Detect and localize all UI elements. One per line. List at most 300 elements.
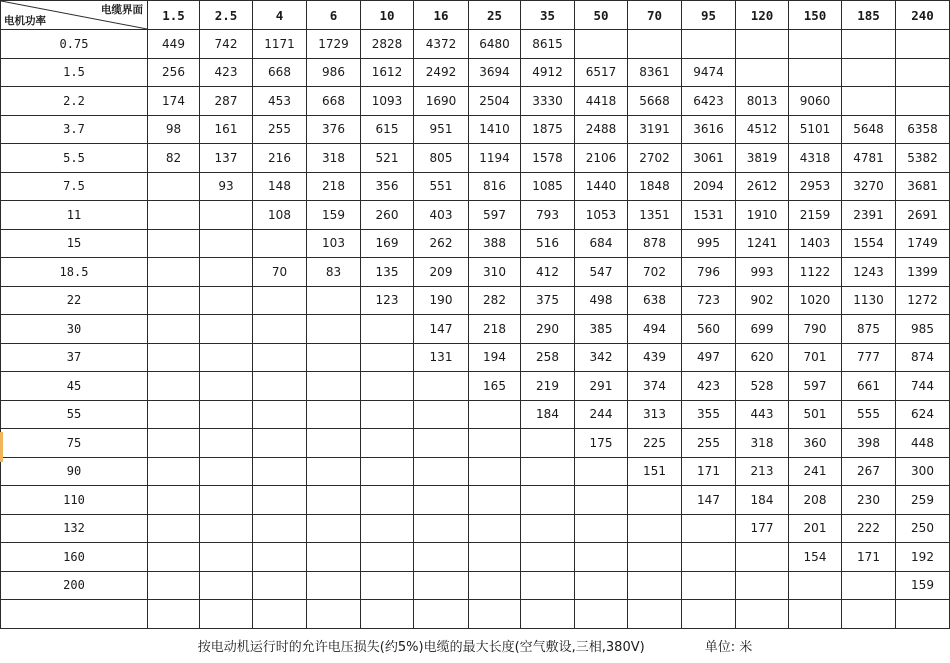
length-cell: 177 [736, 514, 789, 543]
length-cell: 360 [789, 429, 842, 458]
length-cell: 355 [682, 400, 736, 429]
length-cell [361, 343, 414, 372]
length-cell [896, 30, 950, 59]
length-cell: 443 [736, 400, 789, 429]
length-cell: 131 [414, 343, 469, 372]
length-cell: 9474 [682, 58, 736, 87]
length-cell [469, 457, 521, 486]
length-cell: 4418 [575, 87, 628, 116]
length-cell: 2492 [414, 58, 469, 87]
length-cell [200, 400, 253, 429]
length-cell: 742 [200, 30, 253, 59]
length-cell: 70 [253, 258, 307, 287]
length-cell [148, 286, 200, 315]
header-corner-cell [1, 1, 148, 30]
length-cell: 985 [896, 315, 950, 344]
length-cell: 1085 [521, 172, 575, 201]
length-cell: 3681 [896, 172, 950, 201]
table-row [1, 543, 950, 572]
motor-power-cell: 2.2 [1, 87, 148, 116]
length-cell: 267 [842, 457, 896, 486]
length-cell [414, 372, 469, 401]
length-cell: 2391 [842, 201, 896, 230]
length-cell [200, 600, 253, 629]
length-cell: 805 [414, 144, 469, 173]
length-cell [200, 201, 253, 230]
length-cell [253, 229, 307, 258]
length-cell [307, 315, 361, 344]
length-cell [789, 58, 842, 87]
length-cell [682, 30, 736, 59]
length-cell: 2106 [575, 144, 628, 173]
length-cell [414, 429, 469, 458]
length-cell [736, 571, 789, 600]
footer-cell [1, 629, 950, 662]
length-cell [842, 30, 896, 59]
length-cell: 213 [736, 457, 789, 486]
length-cell [842, 58, 896, 87]
length-cell [896, 87, 950, 116]
length-cell: 1194 [469, 144, 521, 173]
length-cell: 995 [682, 229, 736, 258]
length-cell: 250 [896, 514, 950, 543]
length-cell: 258 [521, 343, 575, 372]
length-cell [200, 343, 253, 372]
column-header-6: 25 [469, 1, 521, 30]
length-cell: 1531 [682, 201, 736, 230]
length-cell: 282 [469, 286, 521, 315]
length-cell: 5382 [896, 144, 950, 173]
length-cell: 244 [575, 400, 628, 429]
length-cell: 2691 [896, 201, 950, 230]
motor-power-cell [1, 600, 148, 629]
length-cell [521, 429, 575, 458]
length-cell [253, 400, 307, 429]
length-cell [253, 429, 307, 458]
length-cell: 290 [521, 315, 575, 344]
motor-power-cell: 0.75 [1, 30, 148, 59]
length-cell [200, 543, 253, 572]
length-cell: 3819 [736, 144, 789, 173]
length-cell [361, 429, 414, 458]
length-cell: 597 [789, 372, 842, 401]
length-cell: 744 [896, 372, 950, 401]
length-cell [148, 315, 200, 344]
length-cell [575, 486, 628, 515]
motor-power-cell: 3.7 [1, 115, 148, 144]
length-cell: 174 [148, 87, 200, 116]
motor-power-header-label: 电机功率 [4, 15, 46, 27]
length-cell [200, 486, 253, 515]
length-cell: 8361 [628, 58, 682, 87]
length-cell: 169 [361, 229, 414, 258]
length-cell [148, 486, 200, 515]
length-cell [682, 571, 736, 600]
length-cell: 878 [628, 229, 682, 258]
length-cell: 547 [575, 258, 628, 287]
length-cell [736, 543, 789, 572]
length-cell [307, 343, 361, 372]
length-cell [253, 286, 307, 315]
column-header-14: 240 [896, 1, 950, 30]
length-cell: 501 [789, 400, 842, 429]
length-cell: 147 [682, 486, 736, 515]
length-cell: 624 [896, 400, 950, 429]
length-cell: 291 [575, 372, 628, 401]
table-row [1, 486, 950, 515]
motor-power-cell: 37 [1, 343, 148, 372]
motor-power-cell: 45 [1, 372, 148, 401]
length-cell [253, 343, 307, 372]
motor-power-cell: 7.5 [1, 172, 148, 201]
length-cell [628, 486, 682, 515]
length-cell [253, 543, 307, 572]
length-cell: 777 [842, 343, 896, 372]
length-cell [148, 571, 200, 600]
length-cell: 376 [307, 115, 361, 144]
motor-power-cell: 30 [1, 315, 148, 344]
length-cell: 3061 [682, 144, 736, 173]
length-cell: 190 [414, 286, 469, 315]
table-row [1, 258, 950, 287]
table-row [1, 571, 950, 600]
table-row [1, 400, 950, 429]
table-row [1, 201, 950, 230]
motor-power-cell: 132 [1, 514, 148, 543]
motor-power-cell: 200 [1, 571, 148, 600]
length-cell: 318 [307, 144, 361, 173]
length-cell: 701 [789, 343, 842, 372]
motor-power-cell: 22 [1, 286, 148, 315]
length-cell: 793 [521, 201, 575, 230]
length-cell: 668 [253, 58, 307, 87]
length-cell: 260 [361, 201, 414, 230]
length-cell: 1612 [361, 58, 414, 87]
length-cell: 148 [253, 172, 307, 201]
length-cell [307, 514, 361, 543]
length-cell: 192 [896, 543, 950, 572]
length-cell: 4372 [414, 30, 469, 59]
length-cell: 398 [842, 429, 896, 458]
length-cell: 1875 [521, 115, 575, 144]
length-cell: 159 [896, 571, 950, 600]
length-cell [253, 514, 307, 543]
length-cell: 259 [896, 486, 950, 515]
length-cell: 4912 [521, 58, 575, 87]
table-row [1, 30, 950, 59]
length-cell [414, 486, 469, 515]
length-cell: 103 [307, 229, 361, 258]
length-cell [200, 514, 253, 543]
length-cell: 3191 [628, 115, 682, 144]
length-cell [414, 514, 469, 543]
length-cell: 1130 [842, 286, 896, 315]
length-cell: 171 [682, 457, 736, 486]
length-cell [148, 258, 200, 287]
length-cell: 108 [253, 201, 307, 230]
length-cell [148, 172, 200, 201]
length-cell: 875 [842, 315, 896, 344]
length-cell: 1578 [521, 144, 575, 173]
length-cell: 702 [628, 258, 682, 287]
length-cell: 219 [521, 372, 575, 401]
length-cell: 498 [575, 286, 628, 315]
length-cell [148, 429, 200, 458]
length-cell: 1403 [789, 229, 842, 258]
length-cell [575, 457, 628, 486]
length-cell: 5101 [789, 115, 842, 144]
length-cell: 5648 [842, 115, 896, 144]
length-cell [148, 343, 200, 372]
length-cell: 516 [521, 229, 575, 258]
length-cell: 300 [896, 457, 950, 486]
table-row [1, 457, 950, 486]
length-cell [521, 486, 575, 515]
length-cell [414, 600, 469, 629]
length-cell [682, 543, 736, 572]
length-cell: 1554 [842, 229, 896, 258]
length-cell: 2953 [789, 172, 842, 201]
table-body [1, 1, 950, 662]
length-cell [842, 571, 896, 600]
column-header-3: 6 [307, 1, 361, 30]
motor-power-cell: 11 [1, 201, 148, 230]
length-cell: 216 [253, 144, 307, 173]
length-cell [253, 571, 307, 600]
length-cell [575, 600, 628, 629]
length-cell [361, 486, 414, 515]
table-row [1, 58, 950, 87]
length-cell: 684 [575, 229, 628, 258]
length-cell: 83 [307, 258, 361, 287]
length-cell [789, 600, 842, 629]
length-cell [148, 400, 200, 429]
column-header-11: 120 [736, 1, 789, 30]
length-cell: 5668 [628, 87, 682, 116]
length-cell [789, 30, 842, 59]
length-cell [628, 514, 682, 543]
length-cell [307, 600, 361, 629]
length-cell [469, 486, 521, 515]
length-cell [253, 457, 307, 486]
length-cell [200, 429, 253, 458]
length-cell: 993 [736, 258, 789, 287]
length-cell: 1729 [307, 30, 361, 59]
length-cell [469, 514, 521, 543]
length-cell: 222 [842, 514, 896, 543]
length-cell: 154 [789, 543, 842, 572]
length-cell: 1122 [789, 258, 842, 287]
length-cell: 449 [148, 30, 200, 59]
length-cell: 2094 [682, 172, 736, 201]
length-cell [361, 543, 414, 572]
length-cell: 2702 [628, 144, 682, 173]
motor-power-cell: 55 [1, 400, 148, 429]
length-cell: 385 [575, 315, 628, 344]
length-cell: 313 [628, 400, 682, 429]
length-cell: 668 [307, 87, 361, 116]
length-cell [414, 571, 469, 600]
column-header-9: 70 [628, 1, 682, 30]
length-cell: 615 [361, 115, 414, 144]
length-cell: 1241 [736, 229, 789, 258]
length-cell: 135 [361, 258, 414, 287]
table-row [1, 87, 950, 116]
length-cell: 3694 [469, 58, 521, 87]
length-cell: 225 [628, 429, 682, 458]
length-cell: 528 [736, 372, 789, 401]
column-header-7: 35 [521, 1, 575, 30]
length-cell [307, 543, 361, 572]
length-cell: 6517 [575, 58, 628, 87]
length-cell [842, 87, 896, 116]
length-cell: 6480 [469, 30, 521, 59]
length-cell: 874 [896, 343, 950, 372]
length-cell: 3270 [842, 172, 896, 201]
table-row [1, 144, 950, 173]
length-cell: 1910 [736, 201, 789, 230]
length-cell: 209 [414, 258, 469, 287]
length-cell [628, 600, 682, 629]
length-cell: 256 [148, 58, 200, 87]
length-cell [200, 457, 253, 486]
length-cell: 255 [682, 429, 736, 458]
table-row [1, 315, 950, 344]
length-cell: 4781 [842, 144, 896, 173]
column-header-0: 1.5 [148, 1, 200, 30]
length-cell: 1351 [628, 201, 682, 230]
left-edge-marker [0, 432, 3, 462]
length-cell: 951 [414, 115, 469, 144]
length-cell: 98 [148, 115, 200, 144]
length-cell [414, 400, 469, 429]
length-cell: 1171 [253, 30, 307, 59]
length-cell: 448 [896, 429, 950, 458]
length-cell: 374 [628, 372, 682, 401]
length-cell: 494 [628, 315, 682, 344]
length-cell [469, 571, 521, 600]
length-cell: 796 [682, 258, 736, 287]
length-cell [896, 58, 950, 87]
length-cell [736, 600, 789, 629]
length-cell [200, 258, 253, 287]
column-header-1: 2.5 [200, 1, 253, 30]
motor-power-cell: 160 [1, 543, 148, 572]
length-cell: 2828 [361, 30, 414, 59]
length-cell: 1053 [575, 201, 628, 230]
column-header-8: 50 [575, 1, 628, 30]
length-cell: 9060 [789, 87, 842, 116]
length-cell [521, 514, 575, 543]
cable-section-header-label: 电缆界面 [101, 4, 143, 16]
length-cell: 439 [628, 343, 682, 372]
length-cell: 165 [469, 372, 521, 401]
length-cell: 1690 [414, 87, 469, 116]
length-cell: 208 [789, 486, 842, 515]
length-cell: 423 [682, 372, 736, 401]
length-cell [307, 372, 361, 401]
length-cell [521, 457, 575, 486]
length-cell: 184 [736, 486, 789, 515]
length-cell [148, 372, 200, 401]
length-cell: 201 [789, 514, 842, 543]
length-cell: 230 [842, 486, 896, 515]
length-cell [682, 600, 736, 629]
length-cell: 521 [361, 144, 414, 173]
length-cell [736, 58, 789, 87]
length-cell [469, 543, 521, 572]
length-cell: 4318 [789, 144, 842, 173]
length-cell: 403 [414, 201, 469, 230]
length-cell [521, 571, 575, 600]
length-cell: 560 [682, 315, 736, 344]
length-cell [736, 30, 789, 59]
length-cell [148, 543, 200, 572]
motor-power-cell: 90 [1, 457, 148, 486]
length-cell: 151 [628, 457, 682, 486]
column-header-13: 185 [842, 1, 896, 30]
length-cell: 1272 [896, 286, 950, 315]
length-cell [789, 571, 842, 600]
length-cell: 423 [200, 58, 253, 87]
length-cell: 218 [469, 315, 521, 344]
footer-content [1, 636, 949, 655]
length-cell [307, 429, 361, 458]
length-cell [148, 201, 200, 230]
length-cell [469, 400, 521, 429]
column-header-12: 150 [789, 1, 842, 30]
length-cell: 147 [414, 315, 469, 344]
table-row [1, 286, 950, 315]
length-cell: 6423 [682, 87, 736, 116]
table-row [1, 229, 950, 258]
length-cell [628, 571, 682, 600]
length-cell: 8615 [521, 30, 575, 59]
length-cell [148, 229, 200, 258]
length-cell: 620 [736, 343, 789, 372]
length-cell: 262 [414, 229, 469, 258]
length-cell [575, 571, 628, 600]
length-cell [148, 600, 200, 629]
length-cell [307, 400, 361, 429]
length-cell: 1848 [628, 172, 682, 201]
length-cell: 790 [789, 315, 842, 344]
length-cell: 218 [307, 172, 361, 201]
table-caption: 按电动机运行时的允许电压损失(约5%)电缆的最大长度(空气敷设,三相,380V) [197, 639, 645, 655]
length-cell: 2612 [736, 172, 789, 201]
length-cell: 555 [842, 400, 896, 429]
length-cell [469, 600, 521, 629]
table-row [1, 514, 950, 543]
length-cell: 310 [469, 258, 521, 287]
length-cell [361, 372, 414, 401]
length-cell: 1399 [896, 258, 950, 287]
length-cell [469, 429, 521, 458]
length-cell: 161 [200, 115, 253, 144]
length-cell: 255 [253, 115, 307, 144]
length-cell: 412 [521, 258, 575, 287]
table-row [1, 600, 950, 629]
length-cell [200, 571, 253, 600]
length-cell [200, 286, 253, 315]
length-cell: 123 [361, 286, 414, 315]
length-cell [521, 543, 575, 572]
length-cell: 638 [628, 286, 682, 315]
length-cell [414, 543, 469, 572]
length-cell [148, 457, 200, 486]
table-row [1, 172, 950, 201]
length-cell: 318 [736, 429, 789, 458]
